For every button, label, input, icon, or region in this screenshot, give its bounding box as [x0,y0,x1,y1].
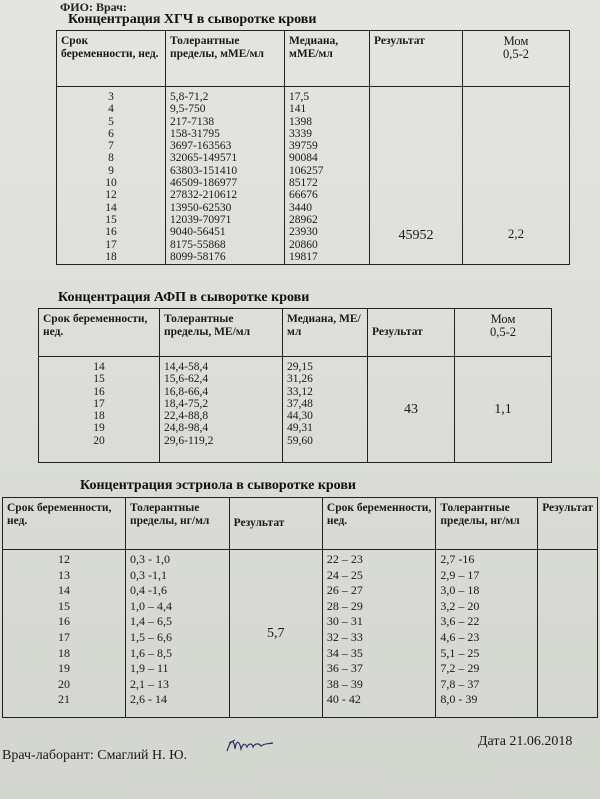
hcg-median-column [289,91,369,263]
hcg-week-cell: 9 [108,164,114,177]
afp-range-cell: 14,4-58,4 [164,361,209,373]
hcg-week-cell: 8 [108,152,114,165]
hcg-week-cell: 15 [105,213,117,226]
hcg-median-cell: 39759 [289,140,318,153]
hcg-median-cell: 66676 [289,189,318,202]
estriol-range-cell: 5,1 – 25 [440,645,480,660]
estriol-range-cell: 3,0 – 18 [440,583,480,598]
afp-header-range: Толерантные пределы, МЕ/мл [160,309,283,357]
afp-mom-title: Мом [490,312,516,326]
estriol-header-result-left: Результат [229,498,322,550]
hcg-week-cell: 16 [105,226,117,239]
estriol-week-cell: 22 – 23 [326,552,363,566]
afp-week-cell: 18 [93,410,105,423]
hcg-week-cell: 4 [108,103,114,116]
hcg-range-cell: 13950-62530 [170,201,232,214]
afp-header-median: Медиана, МЕ/мл [283,309,368,357]
hcg-title: Концентрация ХГЧ в сыворотке крови [68,12,317,27]
estriol-week-cell: 17 [57,629,70,644]
estriol-range-cell: 7,2 – 29 [440,661,480,676]
hcg-range-cell: 27832-210612 [170,189,238,202]
afp-week-column [39,361,159,447]
estriol-week-cell: 40 - 42 [326,692,361,707]
afp-week-cell: 16 [93,385,105,398]
estriol-range-column-right [440,552,537,708]
hcg-median-cell: 141 [289,103,307,116]
hcg-range-cell: 217-7138 [170,115,215,128]
afp-week-cell: 19 [93,422,105,435]
hcg-week-cell: 3 [108,91,114,103]
estriol-week-cell: 19 [57,661,70,676]
estriol-week-column-left [3,552,125,708]
hcg-result: 45952 [370,87,463,265]
hcg-median-cell: 20860 [289,238,318,251]
signature-icon [225,735,275,757]
hcg-week-cell: 18 [105,250,117,263]
hcg-median-cell: 90084 [289,152,318,165]
afp-range-cell: 29,6-119,2 [164,434,214,447]
hcg-range-cell: 5,8-71,2 [170,91,209,103]
estriol-range-cell: 0,3 - 1,0 [129,552,170,566]
afp-median-cell: 31,26 [287,373,313,386]
hcg-header-median: Медиана, мМЕ/мл [285,31,370,87]
hcg-range-cell: 158-31795 [170,127,220,140]
afp-mom: 1,1 [455,357,552,463]
hcg-week-cell: 7 [108,140,114,153]
estriol-week-cell: 26 – 27 [326,583,363,598]
estriol-week-cell: 38 – 39 [326,676,363,691]
estriol-week-cell: 32 – 33 [326,629,363,644]
header-fragment: ФИО: Врач: [60,0,127,14]
estriol-week-cell: 14 [57,583,70,598]
estriol-range-cell: 3,2 – 20 [440,598,480,613]
estriol-header-range-left: Толерантные пределы, нг/мл [125,498,229,550]
estriol-range-cell: 2,6 - 14 [129,692,167,707]
estriol-range-column-left [130,552,229,708]
hcg-week-cell: 14 [105,201,117,214]
estriol-week-cell: 30 – 31 [326,614,363,629]
hcg-week-column [57,91,165,263]
estriol-title: Концентрация эстриола в сыворотке крови [80,478,356,493]
hcg-range-cell: 9040-56451 [170,226,226,239]
hcg-week-cell: 6 [108,127,114,140]
estriol-week-cell: 20 [57,676,70,691]
estriol-range-cell: 1,9 – 11 [129,661,169,676]
hcg-range-cell: 3697-163563 [170,140,232,153]
hcg-mom-range: 0,5-2 [502,47,530,61]
afp-result: 43 [368,357,455,463]
hcg-median-cell: 106257 [289,164,324,177]
estriol-week-cell: 12 [57,552,70,566]
estriol-header-term-left: Срок беременности, нед. [3,498,126,550]
hcg-median-cell: 28962 [289,213,318,226]
estriol-week-cell: 21 [57,692,70,707]
afp-week-cell: 20 [93,434,105,447]
hcg-range-cell: 32065-149571 [170,152,238,165]
estriol-header-result-right: Результат [538,498,598,550]
afp-header-term: Срок беременности, нед. [39,309,160,357]
estriol-header-range-right: Толерантные пределы, нг/мл [436,498,538,550]
estriol-range-cell: 1,0 – 4,4 [129,598,172,613]
hcg-range-cell: 8175-55868 [170,238,226,251]
estriol-range-cell: 2,1 – 13 [129,676,169,691]
afp-header-mom [455,309,552,357]
estriol-week-cell: 18 [57,645,70,660]
estriol-range-cell: 0,4 -1,6 [129,583,167,598]
hcg-header-range: Толерантные пределы, мМЕ/мл [166,31,285,87]
estriol-week-cell: 24 – 25 [326,567,363,582]
afp-range-cell: 24,8-98,4 [164,422,209,435]
afp-range-cell: 18,4-75,2 [164,397,209,410]
hcg-header-term: Срок беременности, нед. [57,31,166,87]
hcg-range-cell: 46509-186977 [170,177,238,190]
afp-week-cell: 15 [93,373,105,386]
afp-median-cell: 29,15 [287,361,313,373]
estriol-range-cell: 2,7 -16 [440,552,475,566]
hcg-week-cell: 17 [105,238,117,251]
estriol-range-cell: 7,8 – 37 [440,676,480,691]
estriol-week-cell: 34 – 35 [326,645,363,660]
afp-median-cell: 33,12 [287,385,313,398]
hcg-mom: 2,2 [463,87,570,265]
hcg-median-cell: 85172 [289,177,318,190]
hcg-median-cell: 3339 [289,127,312,140]
estriol-range-cell: 1,5 – 6,6 [129,629,172,644]
estriol-result-left: 5,7 [229,550,322,718]
afp-title: Концентрация АФП в сыворотке крови [58,290,310,305]
afp-range-column [164,361,282,447]
hcg-median-cell: 1398 [289,115,312,128]
estriol-table [2,497,598,718]
estriol-week-cell: 13 [57,567,70,582]
hcg-range-cell: 9,5-750 [170,103,206,116]
hcg-range-cell: 63803-151410 [170,164,238,177]
estriol-header-term-right: Срок беременности, нед. [322,498,435,550]
estriol-week-column-right [327,552,435,708]
date-label: Дата 21.06.2018 [478,734,573,749]
afp-table [38,308,552,463]
hcg-table [56,30,570,265]
afp-range-cell: 16,8-66,4 [164,385,209,398]
hcg-median-cell: 3440 [289,201,312,214]
hcg-week-cell: 10 [105,177,117,190]
doctor-label: Врач-лаборант: Смаглий Н. Ю. [2,748,188,763]
hcg-week-cell: 12 [105,189,117,202]
estriol-range-cell: 1,6 – 8,5 [129,645,172,660]
hcg-median-cell: 23930 [289,226,318,239]
afp-header-result: Результат [368,309,455,357]
hcg-week-cell: 5 [108,115,114,128]
hcg-median-cell: 19817 [289,250,318,263]
estriol-range-cell: 2,9 – 17 [440,567,480,582]
afp-median-cell: 49,31 [287,422,313,435]
afp-mom-range: 0,5-2 [489,325,517,339]
afp-range-cell: 15,6-62,4 [164,373,209,386]
hcg-range-column [170,91,284,263]
estriol-week-cell: 15 [57,598,70,613]
afp-week-cell: 14 [93,361,105,373]
afp-median-cell: 37,48 [287,397,313,410]
afp-median-cell: 44,30 [287,410,313,423]
estriol-week-cell: 16 [57,614,70,629]
estriol-range-cell: 1,4 – 6,5 [129,614,172,629]
estriol-result-right [538,550,598,718]
estriol-week-cell: 28 – 29 [326,598,363,613]
hcg-mom-title: Мом [503,34,529,48]
estriol-range-cell: 0,3 -1,1 [129,567,167,582]
hcg-header-result: Результат [370,31,463,87]
estriol-range-cell: 4,6 – 23 [440,629,480,644]
afp-median-column [287,361,367,447]
afp-range-cell: 22,4-88,8 [164,410,209,423]
afp-week-cell: 17 [93,397,105,410]
hcg-header-mom [463,31,570,87]
estriol-range-cell: 3,6 – 22 [440,614,480,629]
afp-median-cell: 59,60 [287,434,313,447]
hcg-range-cell: 12039-70971 [170,213,232,226]
estriol-range-cell: 8,0 - 39 [440,692,478,707]
hcg-range-cell: 8099-58176 [170,250,226,263]
estriol-week-cell: 36 – 37 [326,661,363,676]
hcg-median-cell: 17,5 [289,91,310,103]
